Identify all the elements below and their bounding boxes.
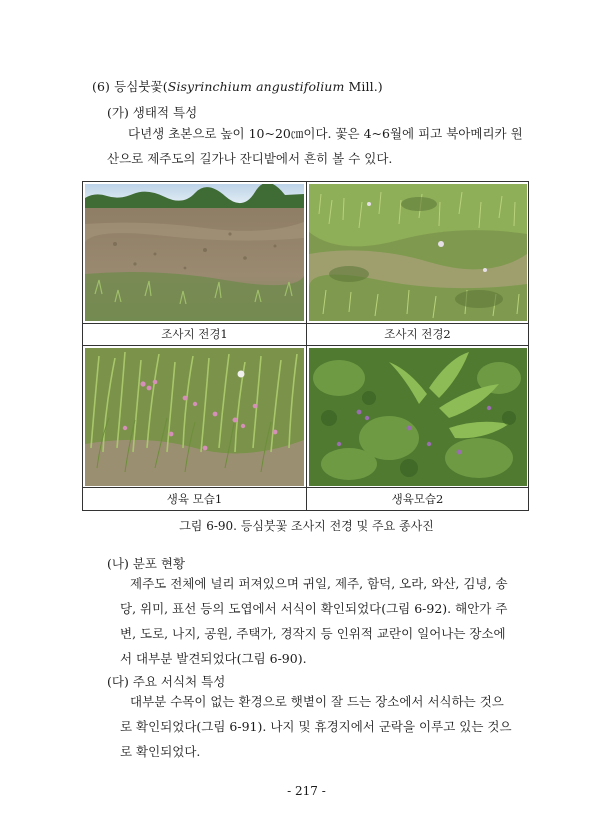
- figure-caption: 그림 6-90. 등심붓꽃 조사지 전경 및 주요 종사진: [179, 519, 434, 533]
- section-ga-line: 다년생 초본으로 높이 10~20㎝이다. 꽃은 4~6월에 피고 북아메리카 원: [128, 126, 523, 141]
- photo-cell-2: [307, 182, 528, 345]
- section-na-text: [120, 571, 532, 671]
- section-na-title: (나) 분포 현황: [107, 556, 186, 571]
- heading-scientific-name: Sisyrinchium angustifolium: [167, 79, 345, 94]
- heading-number: (6): [92, 79, 115, 94]
- growth-photo-2: [309, 348, 527, 486]
- section-na-line: 서 대부분 발견되었다(그림 6-90).: [120, 651, 307, 666]
- photo-cell-3: [83, 346, 306, 510]
- section-da-text: [120, 689, 532, 764]
- section-na-line: 제주도 전체에 널리 퍼져있으며 귀일, 제주, 함덕, 오라, 와산, 김녕, 송: [130, 576, 508, 591]
- section-ga-text: [107, 121, 527, 171]
- photo-caption-1: 조사지 전경1: [161, 327, 228, 341]
- section-na-line: 변, 도로, 나지, 공원, 주택가, 경작지 등 인위적 교란이 일어나는 장소에: [120, 626, 506, 641]
- species-heading: [92, 77, 383, 95]
- photo-caption-3: 생육 모습1: [166, 492, 223, 506]
- section-da-title: (다) 주요 서식처 특성: [107, 674, 226, 689]
- page-number: - 217 -: [287, 784, 326, 798]
- survey-site-photo-2: [309, 184, 527, 321]
- section-da-line: 로 확인되었다.: [120, 744, 201, 759]
- section-da-line: 대부분 수목이 없는 환경으로 햇볕이 잘 드는 장소에서 서식하는 것으: [130, 694, 504, 709]
- photo-caption-2: 조사지 전경2: [384, 327, 451, 341]
- section-ga-title: (가) 생태적 특성: [107, 105, 198, 120]
- photo-caption-4: 생육모습2: [391, 492, 444, 506]
- section-da-line: 로 확인되었다(그림 6-91). 나지 및 휴경지에서 군락을 이루고 있는 것으: [120, 719, 512, 734]
- heading-korean-name: 등심붓꽃(: [114, 79, 168, 94]
- growth-photo-1: [85, 348, 304, 486]
- figure-photo-grid: [82, 181, 529, 511]
- photo-cell-1: [83, 182, 306, 345]
- survey-site-photo-1: [85, 184, 304, 321]
- heading-author: Mill.): [344, 79, 383, 94]
- photo-cell-4: [307, 346, 528, 510]
- section-ga-line: 산으로 제주도의 길가나 잔디밭에서 흔히 볼 수 있다.: [107, 151, 393, 166]
- section-na-line: 당, 위미, 표선 등의 도엽에서 서식이 확인되었다(그림 6-92). 해안가 주: [120, 601, 508, 616]
